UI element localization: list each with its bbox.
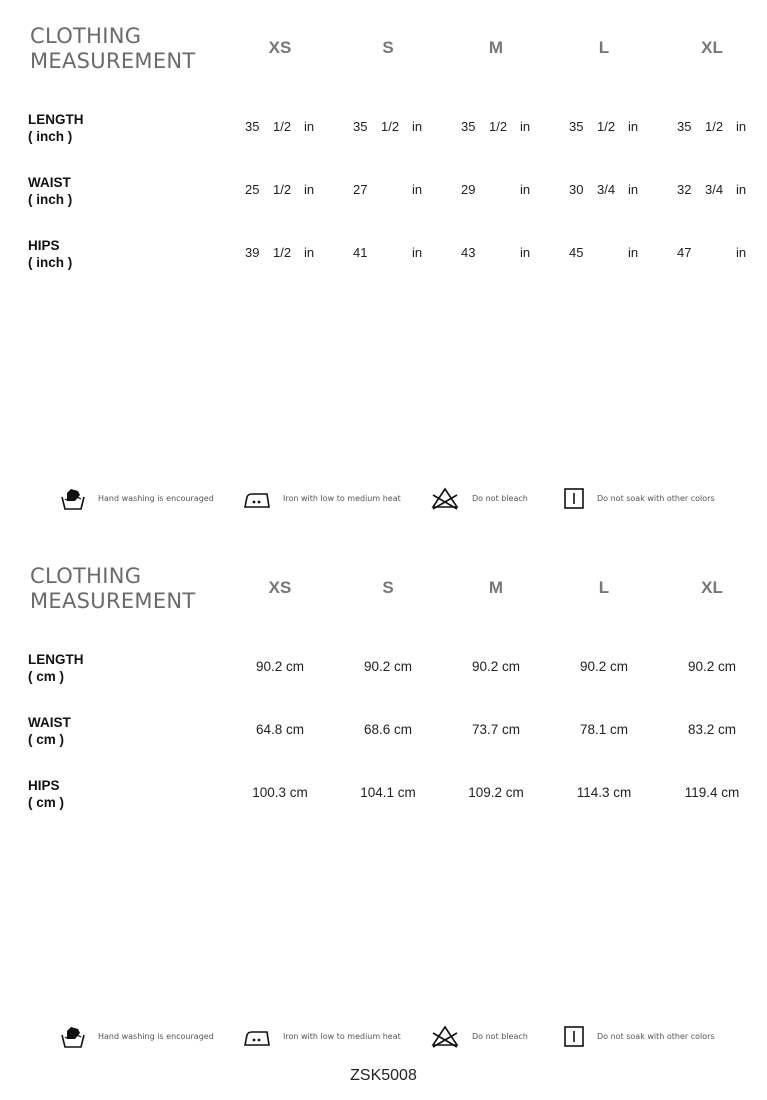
care-item-no-bleach — [430, 1022, 528, 1050]
measurement-table-inch: CLOTHING MEASUREMENT XS S M L XL LENGTH ( inch ) 35 1/2 in 35 1/2 in 35 1/2 in 35 1/2 in 35 1/2 in WAIST ( inch ) 25 1/2 in 27 in 29 in 30 3/4 in 32 3/4 in HIPS ( inch ) 39 1/2 in 41 in 43 in 45 in 47 in — [0, 0, 767, 330]
table-cell: 64.8 cm — [255, 722, 305, 737]
hand-wash-icon — [60, 485, 86, 511]
care-item-no-soak — [563, 1022, 715, 1050]
size-header-xs: XS — [268, 38, 292, 57]
table-cell: 90.2 cm — [687, 659, 737, 674]
no-soak-icon — [563, 485, 585, 511]
row-label-length: LENGTH ( cm ) — [28, 652, 84, 684]
no-soak-icon — [563, 1023, 585, 1049]
no-bleach-icon — [430, 1023, 460, 1049]
hand-wash-icon — [60, 1023, 86, 1049]
no-bleach-icon — [430, 485, 460, 511]
care-text: Iron with low to medium heat — [283, 1031, 401, 1041]
size-header-l: L — [598, 38, 610, 57]
row-label-hips: HIPS ( inch ) — [28, 238, 73, 270]
section-title: CLOTHING MEASUREMENT — [30, 564, 196, 613]
care-item-iron — [243, 1022, 401, 1050]
size-header-l: L — [598, 578, 610, 597]
iron-icon — [243, 485, 271, 511]
row-label-hips: HIPS ( cm ) — [28, 778, 65, 810]
measurement-table-cm — [0, 540, 767, 870]
care-item-hand-wash — [60, 484, 214, 512]
care-text: Do not soak with other colors — [597, 493, 715, 503]
table-cell: 109.2 cm — [468, 785, 524, 800]
care-text: Iron with low to medium heat — [283, 493, 401, 503]
iron-icon — [243, 1023, 271, 1049]
care-text: Do not soak with other colors — [597, 1031, 715, 1041]
row-label-waist: WAIST ( inch ) — [28, 175, 73, 207]
care-item-iron — [243, 484, 401, 512]
section-title: CLOTHING MEASUREMENT — [30, 24, 196, 73]
table-cell: 104.1 cm — [360, 785, 416, 800]
table-cell: 90.2 cm — [579, 659, 629, 674]
care-text: Hand washing is encouraged — [98, 493, 214, 503]
care-instructions — [0, 484, 767, 514]
product-code: ZSK5008 — [350, 1067, 417, 1084]
care-item-hand-wash — [60, 1022, 214, 1050]
table-cell: 90.2 cm — [363, 659, 413, 674]
table-cell: 83.2 cm — [687, 722, 737, 737]
table-cell: 114.3 cm — [576, 785, 632, 800]
care-text: Do not bleach — [472, 493, 528, 503]
table-cell: 68.6 cm — [363, 722, 413, 737]
size-header-m: M — [488, 578, 504, 597]
table-cell: 90.2 cm — [471, 659, 521, 674]
care-item-no-soak — [563, 484, 715, 512]
table-cell: 90.2 cm — [255, 659, 305, 674]
size-header-xl: XL — [701, 38, 723, 57]
table-cell: 119.4 cm — [684, 785, 740, 800]
size-header-xl: XL — [701, 578, 723, 597]
size-header-m: M — [488, 38, 504, 57]
care-instructions — [0, 1022, 767, 1052]
table-cell: 73.7 cm — [471, 722, 521, 737]
care-text: Hand washing is encouraged — [98, 1031, 214, 1041]
table-cell: 78.1 cm — [579, 722, 629, 737]
size-header-s: S — [382, 38, 394, 57]
size-header-xs: XS — [268, 578, 292, 597]
table-cell: 100.3 cm — [252, 785, 308, 800]
care-text: Do not bleach — [472, 1031, 528, 1041]
row-label-waist: WAIST ( cm ) — [28, 715, 71, 747]
size-header-s: S — [382, 578, 394, 597]
care-item-no-bleach — [430, 484, 528, 512]
row-label-length: LENGTH ( inch ) — [28, 112, 84, 144]
